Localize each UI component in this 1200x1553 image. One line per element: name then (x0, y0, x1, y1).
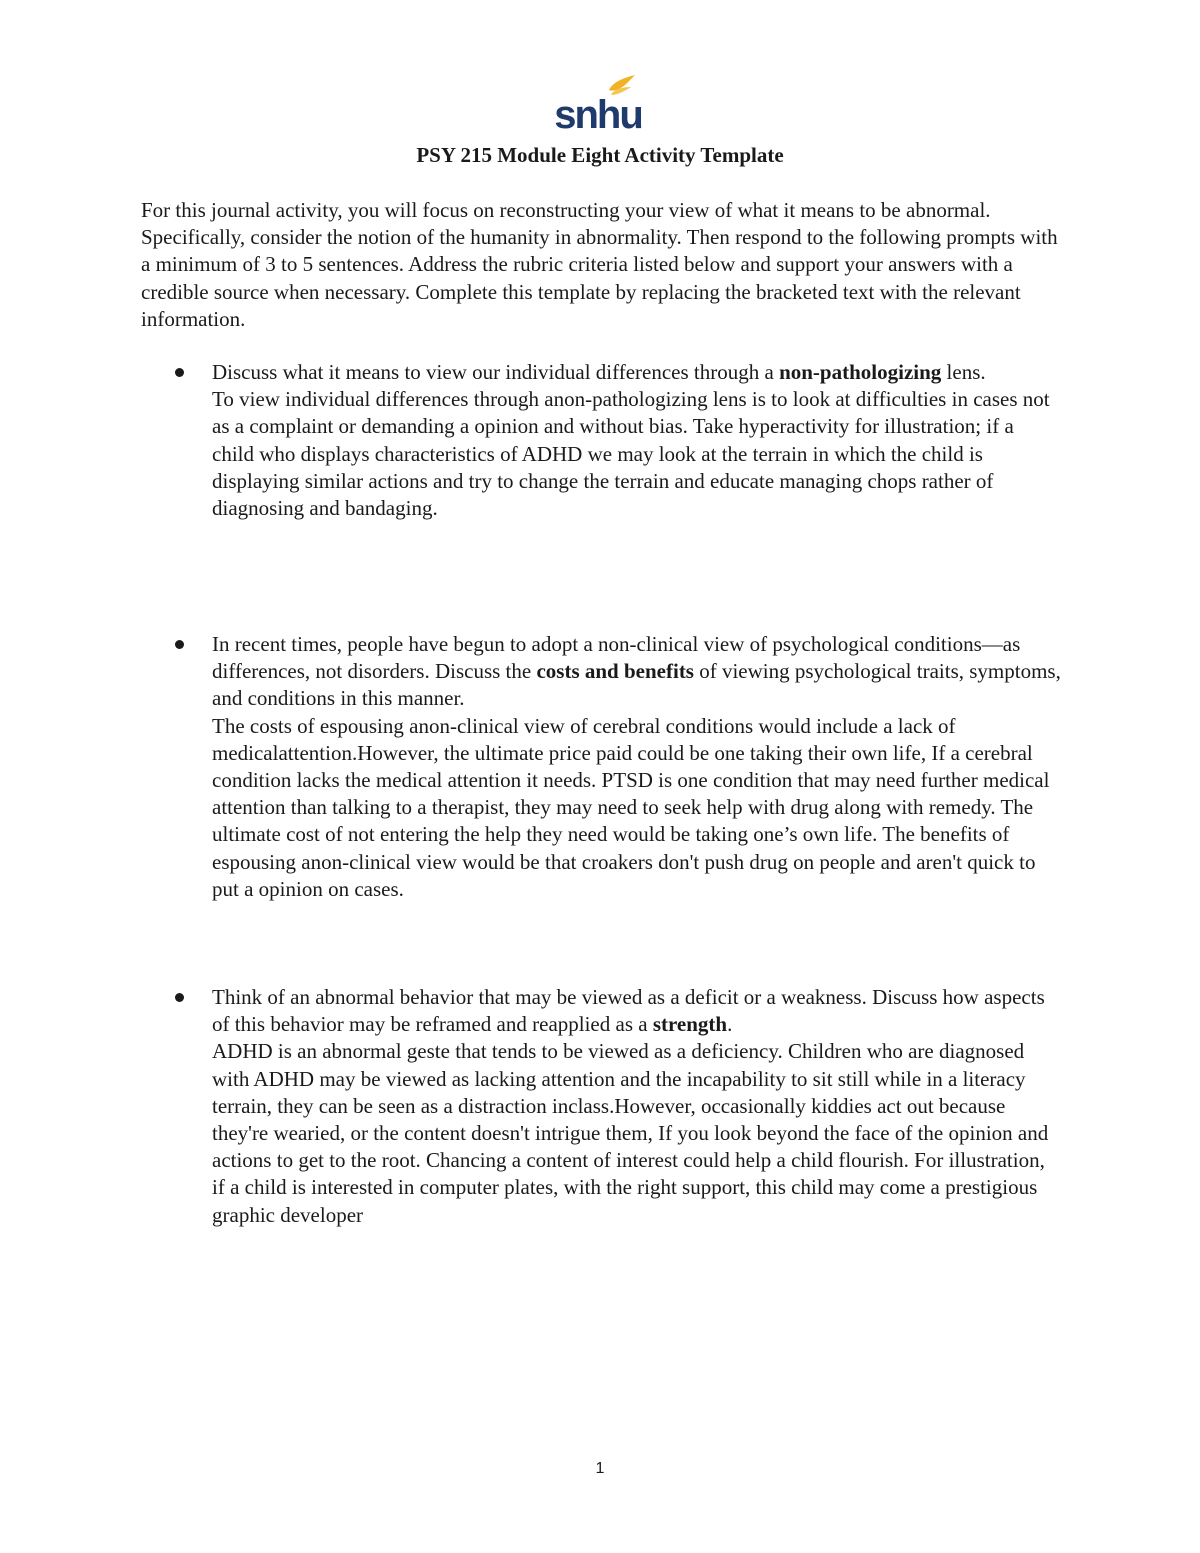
bullet-icon (175, 993, 184, 1002)
list-item (141, 984, 1061, 1229)
response-text: ADHD is an abnormal geste that tends to be viewed as a deficiency. Children who are diagnosed with ADHD may be viewed as lacking attention and the incapability to sit still while in a literacy terrain, they can be seen as a distraction inclass.However, occasionally kiddies act out because they're wearied, or the content doesn't intrigue them, If you look beyond the face of the opinion and actions to get to the root. Chancing a content of interest could help a child flourish. For illustration, if a child is interested in computer plates, with the right support, this child may come a prestigious graphic developer (212, 1039, 1049, 1227)
snhu-logo-text: snhu (554, 93, 642, 134)
prompt-emphasis: non-pathologizing (779, 360, 942, 384)
page-number: 1 (595, 1460, 605, 1477)
prompt-text (212, 631, 1061, 713)
prompt-text-part: of viewing psychological traits, symptoms, and conditions in this manner. (212, 659, 1061, 711)
bullet-icon (175, 368, 184, 377)
list-item (141, 359, 1061, 522)
prompt-text-part: In recent times, people have begun to adopt a non-clinical view of psychological conditions—as differences, not disorders. Discuss the (212, 632, 1021, 684)
snhu-logo-mark (553, 72, 643, 134)
prompt-text-part: . (727, 1012, 733, 1037)
prompt-emphasis: strength (652, 1012, 728, 1037)
prompt-text-part: Discuss what it means to view our individual differences through a (212, 360, 780, 384)
snhu-logo (553, 72, 643, 134)
response-text: To view individual differences through anon-pathologizing lens is to look at difficulties in cases not as a complaint or demanding a opinion and without bias. Take hyperactivity for illustration; if a child who displays characteristics of ADHD we may look at the terrain in which the child is displaying similar actions and try to change the terrain and educate managing chops rather of diagnosing and bandaging. (212, 387, 1050, 521)
intro-paragraph: For this journal activity, you will focus on reconstructing your view of what it means to be abnormal. Specifically, consider the notion of the humanity in abnormality. Then respond to the following prompts with a minimum of 3 to 5 sentences. Address the rubric criteria listed below and support your answers with a credible source when necessary. Complete this template by replacing the bracketed text with the relevant information. (141, 198, 1058, 331)
prompt-emphasis: costs and benefits (536, 659, 694, 684)
bullet-icon (175, 640, 184, 649)
prompt-text-part: lens. (941, 360, 986, 384)
response-text: The costs of espousing anon-clinical view of cerebral conditions would include a lack of medicalattention.However, the ultimate price paid could be one taking their own life, If a cerebral condition lacks the medical attention it needs. PTSD is one condition that may need further medical attention than talking to a therapist, they may need to seek help with drug along with remedy. The ultimate cost of not entering the help they need would be taking one’s own life. The benefits of espousing anon-clinical view would be that croakers don't push drug on people and aren't quick to put a opinion on cases. (212, 713, 1050, 901)
prompt-text (212, 359, 1061, 386)
prompt-text (212, 984, 1061, 1038)
page-title: PSY 215 Module Eight Activity Template (416, 143, 784, 167)
list-item (141, 631, 1061, 903)
prompt-text-part: Think of an abnormal behavior that may be viewed as a deficit or a weakness. Discuss how aspects of this behavior may be reframed and reapplied as a (212, 985, 1045, 1037)
